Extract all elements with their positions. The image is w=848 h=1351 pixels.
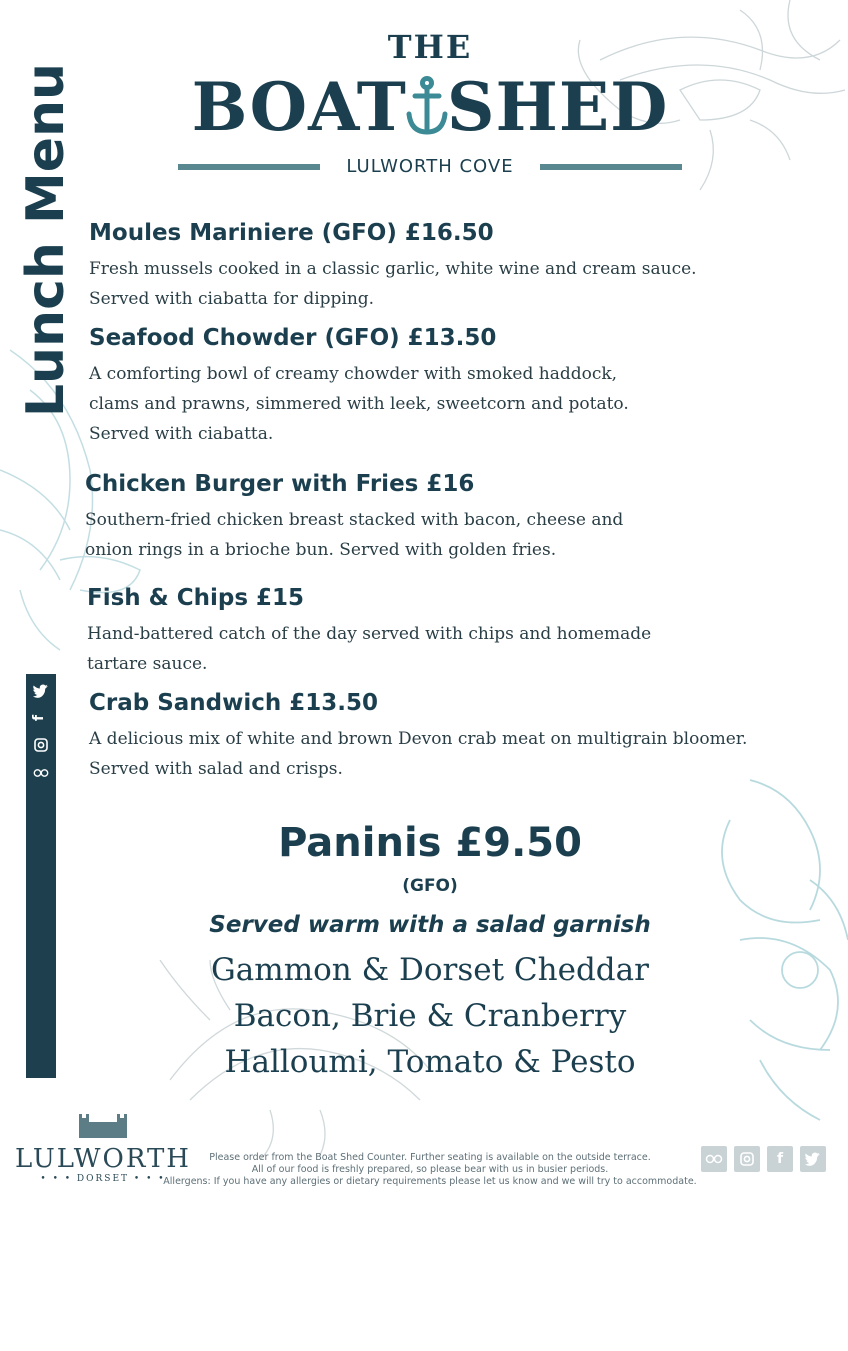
anchor-icon [405, 76, 449, 138]
menu-item [89, 325, 629, 449]
twitter-icon[interactable] [800, 1146, 826, 1172]
menu-item [89, 690, 747, 784]
menu-item-description: Fresh mussels cooked in a classic garlic, white wine and cream sauce. Served with ciabatta for dipping. [89, 259, 697, 309]
menu-item [87, 585, 651, 679]
menu-item-description: Hand-battered catch of the day served with chips and homemade tartare sauce. [87, 624, 652, 674]
contact-details: T: 01929 400810 W: www.lulworth.com [34, 1086, 48, 1351]
menu-item-title: Fish & Chips £15 [87, 585, 305, 611]
footer-note-line: Allergens: If you have any allergies or dietary requirements please let us know and we will try to accommodate. [163, 1176, 697, 1187]
logo-boat: BOAT [191, 68, 407, 146]
menu-item-title: Moules Mariniere (GFO) £16.50 [89, 220, 494, 246]
footer-note-line: All of our food is freshly prepared, so please bear with us in busier periods. [251, 1164, 609, 1175]
tripadvisor-icon[interactable] [33, 766, 49, 780]
menu-item-description: Southern-fried chicken breast stacked with bacon, cheese and onion rings in a brioche bun. Served with golden fries. [85, 510, 624, 560]
facebook-icon[interactable]: f [31, 714, 48, 722]
menu-item-title: Crab Sandwich £13.50 [89, 690, 379, 716]
footer-note [150, 1152, 710, 1188]
logo-header [160, 28, 700, 177]
facebook-icon[interactable]: f [767, 1146, 793, 1172]
paninis-title: Paninis £9.50 [278, 820, 582, 866]
lulworth-brand-sub: • • • DORSET • • • [40, 1174, 166, 1184]
panini-item: Gammon & Dorset Cheddar [211, 952, 649, 988]
panini-item: Bacon, Brie & Cranberry [233, 998, 627, 1034]
menu-item-description: A delicious mix of white and brown Devon crab meat on multigrain bloomer. Served with salad and crisps. [89, 729, 748, 779]
menu-item [85, 471, 623, 565]
logo-the: THE [387, 28, 473, 66]
menu-item [89, 220, 697, 314]
menu-item-title: Seafood Chowder (GFO) £13.50 [89, 325, 497, 351]
lunch-menu-title-text: Lunch Menu [16, 62, 76, 418]
location-text: LULWORTH COVE [346, 156, 514, 177]
lulworth-brand: LULWORTH [15, 1144, 191, 1174]
instagram-icon[interactable] [34, 738, 48, 752]
menu-item-title: Chicken Burger with Fries £16 [85, 471, 475, 497]
paninis-gfo: (GFO) [402, 876, 458, 896]
paninis-section [160, 820, 700, 1080]
divider-right [540, 164, 682, 170]
castle-icon [75, 1108, 131, 1138]
paninis-subtitle: Served warm with a salad garnish [209, 912, 651, 938]
menu-item-description: A comforting bowl of creamy chowder with smoked haddock, clams and prawns, simmered with leek, sweetcorn and potato. Served with ciabatta. [89, 364, 629, 444]
twitter-icon[interactable] [33, 684, 49, 698]
divider-left [178, 164, 320, 170]
lunch-menu-title [16, 40, 76, 440]
panini-item: Halloumi, Tomato & Pesto [224, 1044, 636, 1080]
contact-bar [26, 674, 56, 1351]
instagram-icon[interactable] [734, 1146, 760, 1172]
tripadvisor-icon[interactable] [701, 1146, 727, 1172]
location-row [160, 156, 700, 177]
logo-shed: SHED [446, 68, 669, 146]
logo-boat-shed [160, 68, 700, 146]
footer-note-line: Please order from the Boat Shed Counter. Further seating is available on the outside terrace. [209, 1152, 651, 1163]
crab-illustration-right [690, 760, 848, 1140]
